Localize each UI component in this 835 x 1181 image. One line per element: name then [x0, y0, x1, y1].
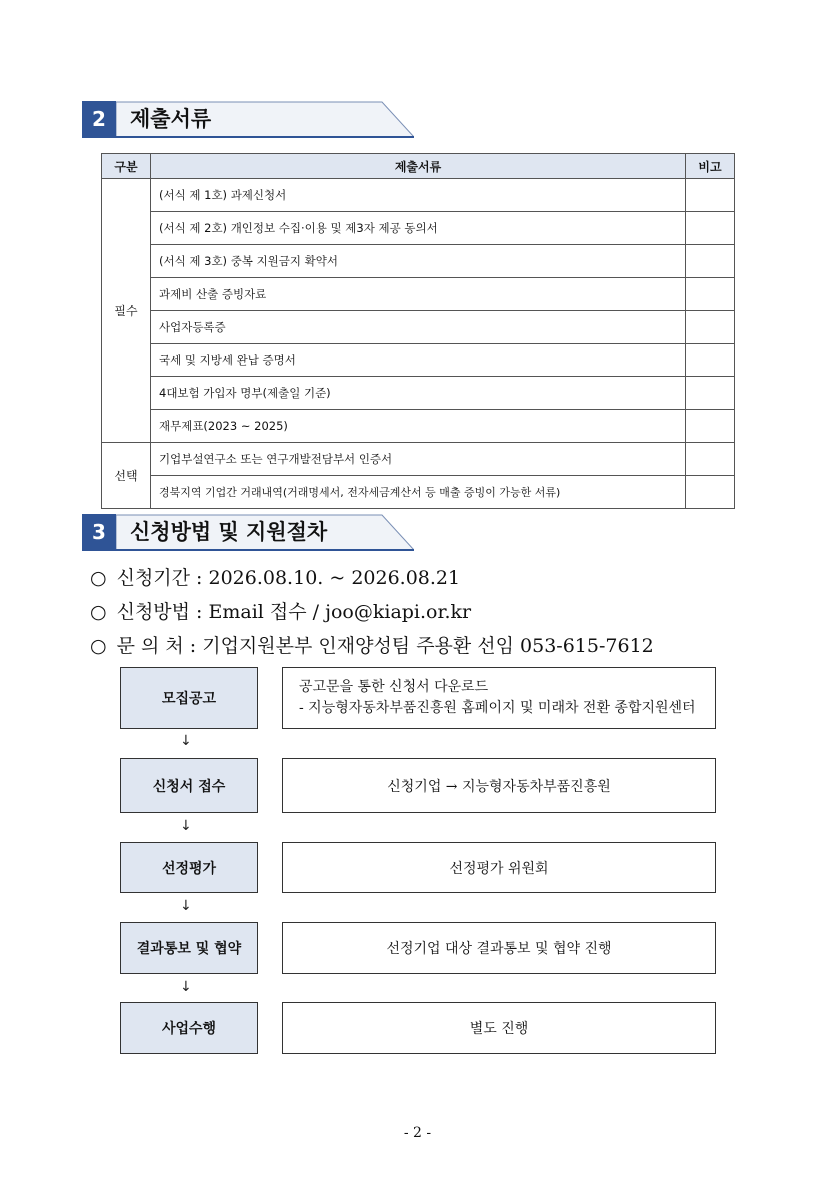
flow-desc-line: 별도 진행 — [469, 1021, 529, 1037]
document-item: 경북지역 기업간 거래내역(거래명세서, 전자세금계산서 등 매출 증빙이 가능한 서류) — [151, 476, 686, 509]
remark-cell — [686, 476, 735, 509]
flow-desc-evaluation — [282, 842, 716, 893]
table-row — [102, 344, 735, 377]
document-item: 기업부설연구소 또는 연구개발전담부서 인증서 — [151, 443, 686, 476]
document-item: (서식 제 3호) 중복 지원금지 확약서 — [151, 245, 686, 278]
table-row — [102, 179, 735, 212]
info-text: 문 의 처 : 기업지원본부 인재양성팀 주용환 선임 053-615-7612 — [116, 635, 654, 657]
header-remarks: 비고 — [686, 154, 735, 179]
category-required: 필수 — [102, 179, 151, 443]
table-row — [102, 476, 735, 509]
flow-desc-line: - 지능형자동차부품진흥원 홈페이지 및 미래차 전환 종합지원센터 — [299, 700, 696, 716]
documents-table — [101, 153, 735, 509]
flow-desc-recruitment — [282, 667, 716, 729]
table-row — [102, 410, 735, 443]
flow-desc-line: 선정기업 대상 결과통보 및 협약 진행 — [386, 941, 612, 957]
document-item: 4대보험 가입자 명부(제출일 기준) — [151, 377, 686, 410]
table-row — [102, 443, 735, 476]
flow-desc-result — [282, 922, 716, 974]
bullet-circle-icon: ○ — [90, 635, 107, 657]
info-application-method — [90, 597, 471, 624]
down-arrow-icon: ↓ — [180, 898, 192, 914]
table-row — [102, 311, 735, 344]
header-documents: 제출서류 — [151, 154, 686, 179]
info-application-period — [90, 563, 460, 590]
bullet-circle-icon: ○ — [90, 601, 107, 623]
remark-cell — [686, 278, 735, 311]
table-row — [102, 245, 735, 278]
document-item: (서식 제 2호) 개인정보 수집·이용 및 제3자 제공 동의서 — [151, 212, 686, 245]
table-header-row — [102, 154, 735, 179]
flow-desc-application — [282, 758, 716, 813]
remark-cell — [686, 443, 735, 476]
flow-step-evaluation: 선정평가 — [120, 842, 258, 893]
remark-cell — [686, 377, 735, 410]
page-number: - 2 - — [403, 1125, 432, 1141]
flow-step-recruitment: 모집공고 — [120, 667, 258, 729]
section-title: 신청방법 및 지원절차 — [130, 520, 328, 544]
down-arrow-icon: ↓ — [180, 979, 192, 995]
section-title: 제출서류 — [130, 107, 212, 131]
remark-cell — [686, 179, 735, 212]
document-item: (서식 제 1호) 과제신청서 — [151, 179, 686, 212]
document-item: 사업자등록증 — [151, 311, 686, 344]
table-row — [102, 212, 735, 245]
header-category: 구분 — [102, 154, 151, 179]
info-contact — [90, 631, 654, 658]
document-item: 과제비 산출 증빙자료 — [151, 278, 686, 311]
flow-desc-line: 신청기업 → 지능형자동차부품진흥원 — [387, 778, 611, 795]
document-item: 국세 및 지방세 완납 증명서 — [151, 344, 686, 377]
section-number: 3 — [92, 520, 106, 544]
info-text: 신청방법 : Email 접수 / joo@kiapi.or.kr — [116, 601, 472, 623]
flow-step-application: 신청서 접수 — [120, 758, 258, 813]
category-optional: 선택 — [102, 443, 151, 509]
bullet-circle-icon: ○ — [90, 567, 107, 589]
down-arrow-icon: ↓ — [180, 733, 192, 749]
remark-cell — [686, 344, 735, 377]
section-3-header — [82, 514, 414, 550]
remark-cell — [686, 311, 735, 344]
section-number: 2 — [92, 107, 106, 131]
flow-desc-execution — [282, 1002, 716, 1054]
flow-desc-line: 선정평가 위원회 — [449, 860, 549, 877]
remark-cell — [686, 245, 735, 278]
down-arrow-icon: ↓ — [180, 818, 192, 834]
flow-step-execution: 사업수행 — [120, 1002, 258, 1054]
table-row — [102, 278, 735, 311]
flow-desc-line: 공고문을 통한 신청서 다운로드 — [299, 679, 489, 695]
section-2-header — [82, 101, 414, 137]
remark-cell — [686, 212, 735, 245]
document-item: 재무제표(2023 ~ 2025) — [151, 410, 686, 443]
table-row — [102, 377, 735, 410]
flow-step-result: 결과통보 및 협약 — [120, 922, 258, 974]
info-text: 신청기간 : 2026.08.10. ~ 2026.08.21 — [116, 567, 461, 589]
remark-cell — [686, 410, 735, 443]
